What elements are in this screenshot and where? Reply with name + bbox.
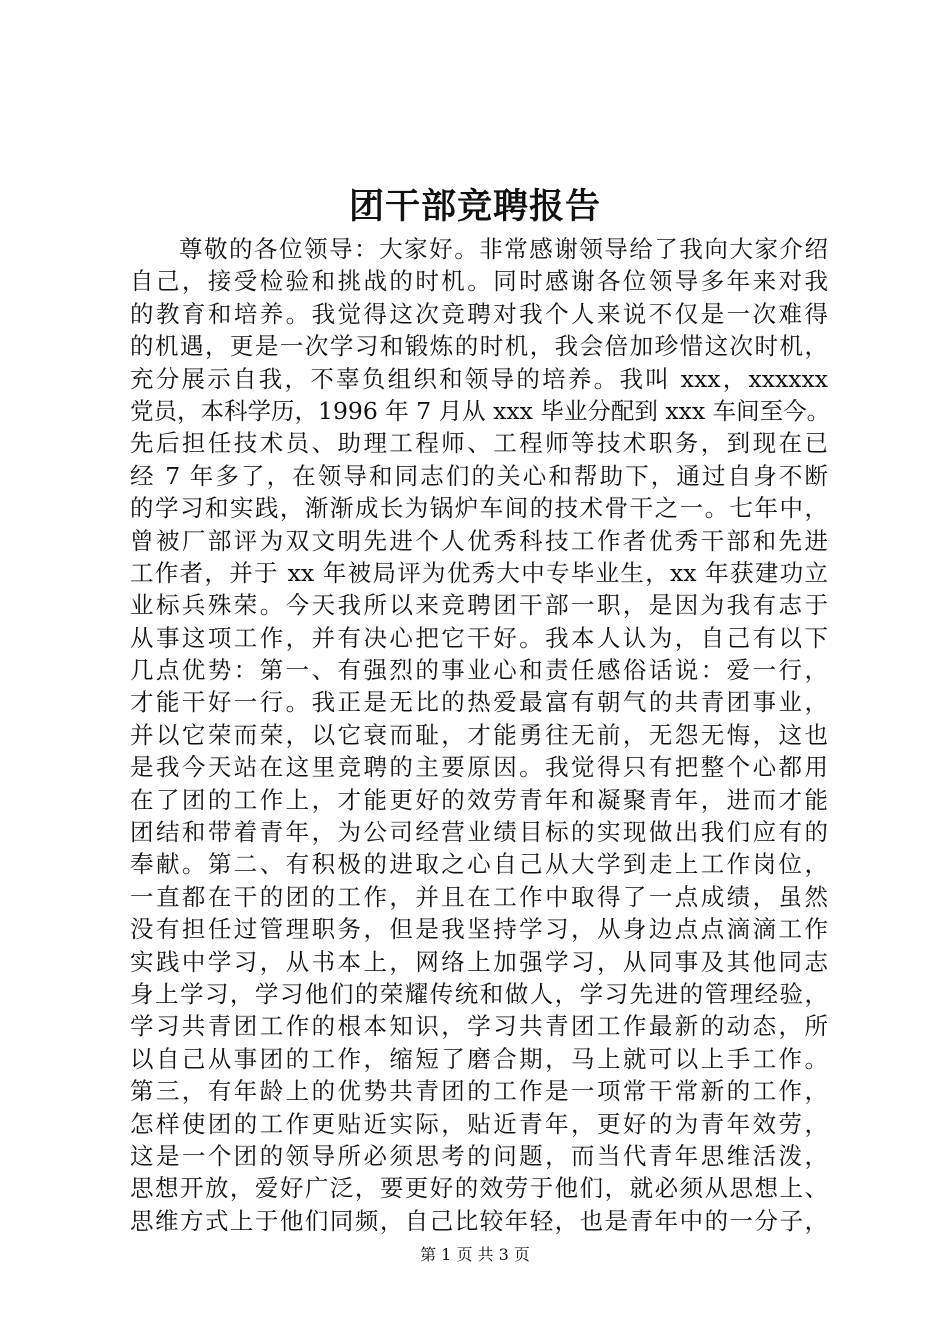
text-line: 党员，本科学历，1996 年 7 月从 xxx 毕业分配到 xxx 车间至今。 (130, 396, 831, 425)
text-line: 一直都在干的团的工作，并且在工作中取得了一点成绩，虽然 (130, 882, 828, 911)
document-body (130, 233, 831, 1237)
text-line: 并以它荣而荣，以它衰而耻，才能勇往无前，无怨无悔，这也 (130, 720, 828, 749)
text-line: 才能干好一行。我正是无比的热爱最富有朝气的共青团事业， (130, 688, 828, 717)
text-line: 第三，有年龄上的优势共青团的工作是一项常干常新的工作， (130, 1077, 828, 1106)
text-line: 奉献。第二、有积极的进取之心自己从大学到走上工作岗位， (130, 850, 828, 879)
text-line: 自己，接受检验和挑战的时机。同时感谢各位领导多年来对我 (130, 267, 828, 296)
text-line: 学习共青团工作的根本知识，学习共青团工作最新的动态，所 (130, 1012, 828, 1041)
document-title: 团干部竞聘报告 (348, 186, 601, 227)
text-line: 在了团的工作上，才能更好的效劳青年和凝聚青年，进而才能 (130, 785, 828, 814)
text-line: 团结和带着青年，为公司经营业绩目标的实现做出我们应有的 (130, 818, 828, 847)
text-line: 实践中学习，从书本上，网络上加强学习，从同事及其他同志 (130, 947, 828, 976)
text-line: 曾被厂部评为双文明先进个人优秀科技工作者优秀干部和先进 (130, 526, 828, 555)
text-line: 尊敬的各位领导：大家好。非常感谢领导给了我向大家介绍 (179, 235, 828, 263)
text-line: 以自己从事团的工作，缩短了磨合期，马上就可以上手工作。 (130, 1044, 828, 1073)
text-line: 充分展示自我，不辜负组织和领导的培养。我叫 xxx，xxxxxx (130, 364, 828, 393)
text-line: 的教育和培养。我觉得这次竞聘对我个人来说不仅是一次难得 (130, 299, 828, 328)
text-line: 几点优势：第一、有强烈的事业心和责任感俗话说：爱一行， (130, 656, 828, 685)
text-line: 工作者，并于 xx 年被局评为优秀大中专毕业生，xx 年获建功立 (130, 558, 828, 587)
text-line: 思维方式上于他们同频，自己比较年轻，也是青年中的一分子， (130, 1206, 828, 1235)
text-line: 从事这项工作，并有决心把它干好。我本人认为，自己有以下 (130, 623, 828, 652)
text-line: 业标兵殊荣。今天我所以来竞聘团干部一职，是因为我有志于 (130, 591, 828, 620)
text-line: 的机遇，更是一次学习和锻炼的时机，我会倍加珍惜这次时机， (130, 332, 828, 361)
text-line: 没有担任过管理职务，但是我坚持学习，从身边点点滴滴工作 (130, 915, 828, 944)
text-line: 身上学习，学习他们的荣耀传统和做人，学习先进的管理经验， (130, 979, 828, 1008)
text-line: 思想开放，爱好广泛，要更好的效劳于他们，就必须从思想上、 (130, 1174, 828, 1203)
text-line: 的学习和实践，渐渐成长为锅炉车间的技术骨干之一。七年中， (130, 494, 828, 523)
text-line: 这是一个团的领导所必须思考的问题，而当代青年思维活泼， (130, 1141, 828, 1170)
text-line: 经 7 年多了，在领导和同志们的关心和帮助下，通过自身不断 (130, 461, 828, 490)
text-line: 是我今天站在这里竞聘的主要原因。我觉得只有把整个心都用 (130, 753, 828, 782)
page-footer: 第 1 页 共 3 页 (420, 1245, 530, 1264)
text-line: 怎样使团的工作更贴近实际，贴近青年，更好的为青年效劳， (130, 1109, 828, 1138)
text-line: 先后担任技术员、助理工程师、工程师等技术职务，到现在已 (130, 429, 828, 458)
